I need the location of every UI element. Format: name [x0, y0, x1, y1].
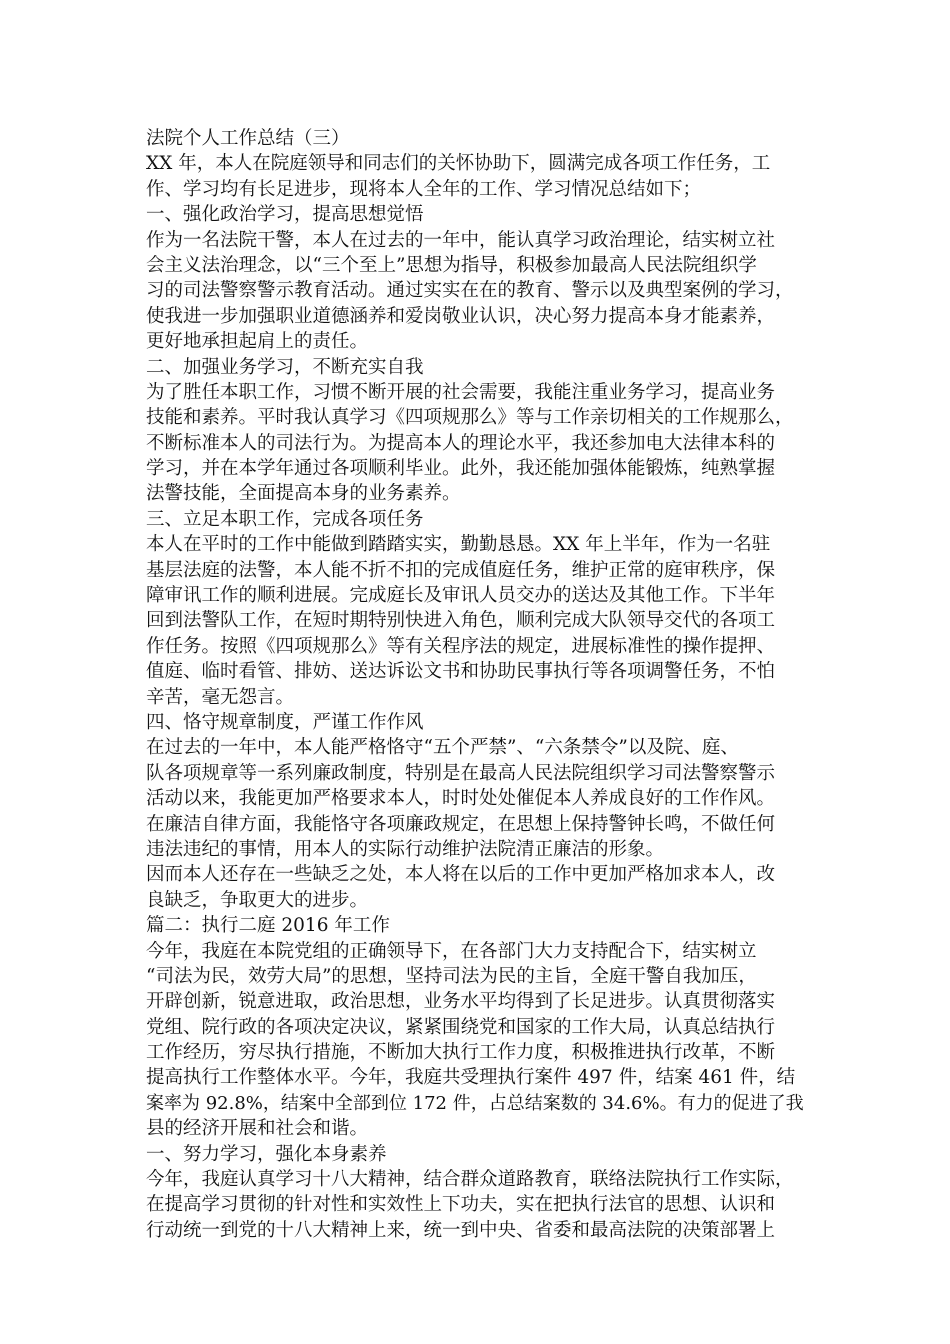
- text-line: 案率为 92.8%，结案中全部到位 172 件，占总结案数的 34.6%。有力的促进了我: [146, 1092, 804, 1114]
- text-line: 工作经历，穷尽执行措施，不断加大执行工作力度，积极推进执行改革，不断: [146, 1042, 776, 1064]
- text-line: “司法为民，效劳大局”的思想，坚持司法为民的主旨，全庭干警自我加压，: [146, 965, 757, 987]
- text-line: 使我进一步加强职业道德涵养和爱岗敬业认识，决心努力提高本身才能素养，: [146, 305, 776, 327]
- text-line: 法警技能，全面提高本身的业务素养。: [146, 483, 461, 505]
- text-line: 在提高学习贯彻的针对性和实效性上下功夫，实在把执行法官的思想、认识和: [146, 1194, 776, 1216]
- text-line: 作任务。按照《四项规那么》等有关程序法的规定，进展标准性的操作提押、: [146, 635, 776, 657]
- text-line: 在过去的一年中，本人能严格恪守“五个严禁”、“六条禁令”以及院、庭、: [146, 737, 739, 759]
- text-line: 障审讯工作的顺利进展。完成庭长及审讯人员交办的送达及其他工作。下半年: [146, 585, 776, 607]
- text-line: 良缺乏，争取更大的进步。: [146, 889, 369, 911]
- text-line: 值庭、临时看管、排妨、送达诉讼文书和协助民事执行等各项调警任务，不怕: [146, 661, 776, 683]
- document-body: [146, 126, 810, 1243]
- text-line: 一、努力学习，强化本身素养: [146, 1143, 387, 1165]
- text-line: 一、强化政治学习，提高思想觉悟: [146, 204, 424, 226]
- text-line: 作为一名法院干警，本人在过去的一年中，能认真学习政治理论，结实树立社: [146, 229, 776, 251]
- text-line: 违法违纪的事情，用本人的实际行动维护法院清正廉洁的形象。: [146, 838, 665, 860]
- text-line: 不断标准本人的司法行为。为提高本人的理论水平，我还参加电大法律本科的: [146, 432, 776, 454]
- text-line: 辛苦，毫无怨言。: [146, 686, 295, 708]
- text-line: 二、加强业务学习，不断充实自我: [146, 356, 424, 378]
- text-line: 党组、院行政的各项决定决议，紧紧围绕党和国家的工作大局，认真总结执行: [146, 1016, 776, 1038]
- text-line: 今年，我庭在本院党组的正确领导下，在各部门大力支持配合下，结实树立: [146, 940, 757, 962]
- text-line: XX 年，本人在院庭领导和同志们的关怀协助下，圆满完成各项工作任务，工: [146, 153, 771, 175]
- text-line: 习的司法警察警示教育活动。通过实实在在的教育、警示以及典型案例的学习，: [146, 280, 794, 302]
- text-line: 因而本人还存在一些缺乏之处，本人将在以后的工作中更加严格加求本人，改: [146, 864, 776, 886]
- text-line: 行动统一到党的十八大精神上来，统一到中央、省委和最高法院的决策部署上: [146, 1219, 776, 1241]
- text-line: 会主义法治理念，以“三个至上”思想为指导，积极参加最高人民法院组织学: [146, 254, 757, 276]
- text-line: 基层法庭的法警，本人能不折不扣的完成值庭任务，维护正常的庭审秩序，保: [146, 559, 776, 581]
- text-line: 活动以来，我能更加严格要求本人，时时处处催促本人养成良好的工作作风。: [146, 788, 776, 810]
- text-line: 本人在平时的工作中能做到踏踏实实，勤勤恳恳。XX 年上半年，作为一名驻: [146, 534, 771, 556]
- text-line: 作、学习均有长足进步，现将本人全年的工作、学习情况总结如下；: [146, 178, 702, 200]
- text-line: 学习，并在本学年通过各项顺利毕业。此外，我还能加强体能锻炼，纯熟掌握: [146, 458, 776, 480]
- text-line: 三、立足本职工作，完成各项任务: [146, 508, 424, 530]
- text-line: 今年，我庭认真学习十八大精神，结合群众道路教育，联络法院执行工作实际，: [146, 1169, 794, 1191]
- text-line: 回到法警队工作，在短时期特别快进入角色，顺利完成大队领导交代的各项工: [146, 610, 776, 632]
- text-line: 为了胜任本职工作，习惯不断开展的社会需要，我能注重业务学习，提高业务: [146, 381, 776, 403]
- text-line: 更好地承担起肩上的责任。: [146, 331, 369, 353]
- text-line: 在廉洁自律方面，我能恪守各项廉政规定，在思想上保持警钟长鸣，不做任何: [146, 813, 776, 835]
- text-line: 技能和素养。平时我认真学习《四项规那么》等与工作亲切相关的工作规那么，: [146, 407, 794, 429]
- text-line: 法院个人工作总结（三）: [146, 128, 350, 149]
- text-line: 县的经济开展和社会和谐。: [146, 1118, 369, 1140]
- text-line: 队各项规章等一系列廉政制度，特别是在最高人民法院组织学习司法警察警示: [146, 762, 776, 784]
- text-line: 四、恪守规章制度，严谨工作作风: [146, 711, 424, 733]
- text-line: 提高执行工作整体水平。今年，我庭共受理执行案件 497 件，结案 461 件，结: [146, 1067, 796, 1089]
- text-line: 开辟创新，锐意进取，政治思想，业务水平均得到了长足进步。认真贯彻落实: [146, 991, 776, 1013]
- text-line: 篇二：执行二庭 2016 年工作: [146, 915, 390, 937]
